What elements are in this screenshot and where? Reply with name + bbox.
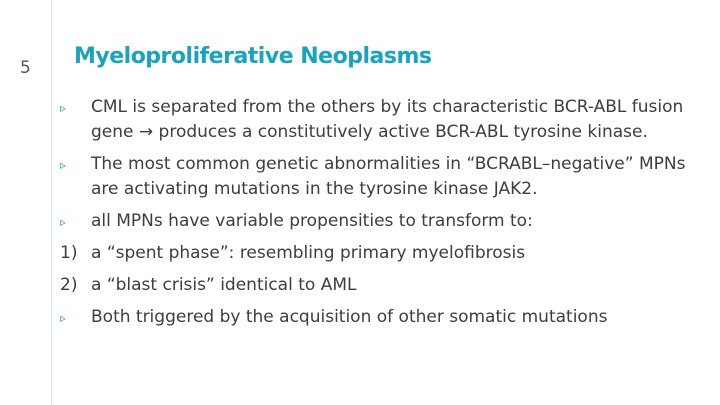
triangle-bullet-icon: ▹ bbox=[60, 311, 67, 325]
bullet-text: CML is separated from the others by its characteristic BCR-ABL fusion gene → produces a constitutively active BCR-ABL tyrosine kinase. bbox=[91, 97, 684, 142]
numbered-item bbox=[58, 273, 698, 298]
bullet-text: Both triggered by the acquisition of other somatic mutations bbox=[91, 307, 608, 327]
numbered-text: a “spent phase”: resembling primary myelofibrosis bbox=[91, 243, 526, 263]
bullet-list bbox=[58, 95, 698, 330]
list-number: 2) bbox=[60, 275, 78, 295]
bullet-item bbox=[58, 95, 698, 145]
bullet-item bbox=[58, 209, 698, 234]
list-number: 1) bbox=[60, 243, 78, 263]
bullet-text: The most common genetic abnormalities in “BCRABL–negative” MPNs are activating mutations in the tyrosine kinase JAK2. bbox=[91, 154, 686, 199]
triangle-bullet-icon: ▹ bbox=[60, 215, 67, 229]
numbered-text: a “blast crisis” identical to AML bbox=[91, 275, 357, 295]
left-divider bbox=[51, 0, 52, 405]
bullet-item bbox=[58, 152, 698, 202]
slide-title: Myeloproliferative Neoplasms bbox=[74, 44, 432, 69]
triangle-bullet-icon: ▹ bbox=[60, 101, 67, 115]
bullet-item bbox=[58, 305, 698, 330]
bullet-text: all MPNs have variable propensities to transform to: bbox=[91, 211, 533, 231]
triangle-bullet-icon: ▹ bbox=[60, 158, 67, 172]
numbered-item bbox=[58, 241, 698, 266]
slide-number: 5 bbox=[20, 58, 31, 78]
